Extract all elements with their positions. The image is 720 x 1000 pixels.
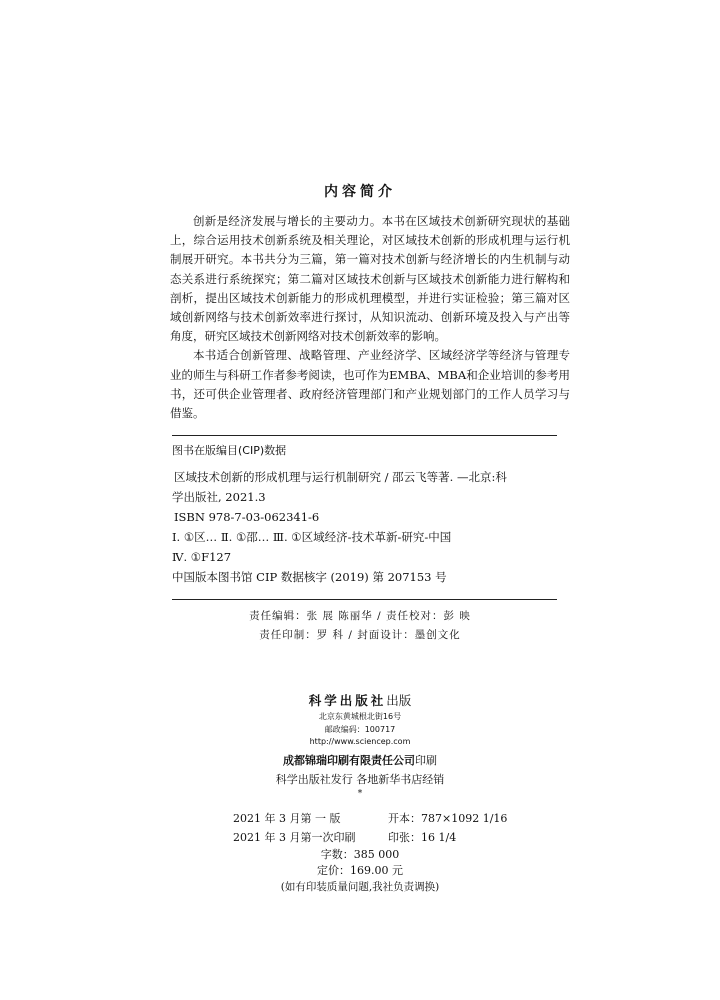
cip-top-rule bbox=[172, 435, 557, 436]
printer-line bbox=[0, 752, 720, 768]
cip-record-line: 学出版社, 2021.3 bbox=[172, 490, 266, 504]
credits-production: 责任印制：罗 科 / 封面设计：墨创文化 bbox=[259, 629, 461, 641]
publisher-line bbox=[0, 691, 720, 709]
credits-editors: 责任编辑：张 展 陈丽华 / 责任校对：彭 映 bbox=[249, 610, 471, 622]
edition-date: 2021 年 3 月第 一 版 bbox=[233, 812, 341, 825]
cip-record-line: 区域技术创新的形成机理与运行机制研究 / 邵云飞等著. —北京:科 bbox=[174, 470, 507, 484]
separator-star: * bbox=[357, 789, 363, 799]
print-date: 2021 年 3 月第一次印刷 bbox=[233, 831, 356, 844]
printer-suffix: 印刷 bbox=[415, 754, 437, 767]
cip-isbn: ISBN 978-7-03-062341-6 bbox=[174, 510, 320, 524]
cip-bottom-rule bbox=[172, 599, 557, 600]
print-sheets: 印张：16 1/4 bbox=[388, 831, 457, 844]
printer-name: 成都锦瑞印刷有限责任公司 bbox=[283, 754, 415, 767]
publisher-address: 北京东黄城根北街16号 bbox=[318, 712, 402, 721]
quality-note: (如有印装质量问题,我社负责调换) bbox=[280, 881, 440, 893]
summary-body bbox=[170, 212, 570, 423]
publisher-url: http://www.sciencep.com bbox=[309, 737, 411, 746]
publisher-name: 科学出版社 bbox=[308, 693, 387, 708]
cip-heading: 图书在版编目(CIP)数据 bbox=[172, 444, 287, 457]
word-count: 字数：385 000 bbox=[320, 848, 400, 861]
summary-title: 内容简介 bbox=[324, 184, 396, 200]
price: 定价：169.00 元 bbox=[317, 864, 403, 877]
cip-block bbox=[172, 441, 557, 587]
format: 开本：787×1092 1/16 bbox=[388, 812, 508, 825]
summary-paragraph: 本书适合创新管理、战略管理、产业经济学、区域经济学等经济与管理专业的师生与科研工作者参考阅读，也可作为EMBA、MBA和企业培训的参考用书，还可供企业管理者、政府经济管理部门和产业规划部门的工作人员学习与借鉴。 bbox=[170, 348, 570, 421]
distribution-line: 科学出版社发行 各地新华书店经销 bbox=[275, 773, 445, 786]
cip-subject-line: Ⅰ. ①区… Ⅱ. ①邵… Ⅲ. ①区域经济-技术革新-研究-中国 bbox=[172, 530, 452, 544]
publisher-suffix: 出版 bbox=[386, 693, 412, 708]
publisher-postcode: 邮政编码：100717 bbox=[324, 725, 396, 734]
cip-core-data: 中国版本图书馆 CIP 数据核字 (2019) 第 207153 号 bbox=[172, 570, 447, 584]
cip-subject-line: Ⅳ. ①F127 bbox=[172, 550, 232, 564]
summary-paragraph: 创新是经济发展与增长的主要动力。本书在区域技术创新研究现状的基础上，综合运用技术创新系统及相关理论，对区域技术创新的形成机理与运行机制展开研究。本书共分为三篇，第一篇对技术创新与经济增长的内生机制与动态关系进行系统探究；第二篇对区域技术创新与区域技术创新能力进行解构和剖析，提出区域技术创新能力的形成机理模型，并进行实证检验；第三篇对区域创新网络与技术创新效率进行探讨，从知识流动、创新环境及投入与产出等角度，研究区域技术创新网络对技术创新效率的影响。 bbox=[170, 214, 570, 344]
